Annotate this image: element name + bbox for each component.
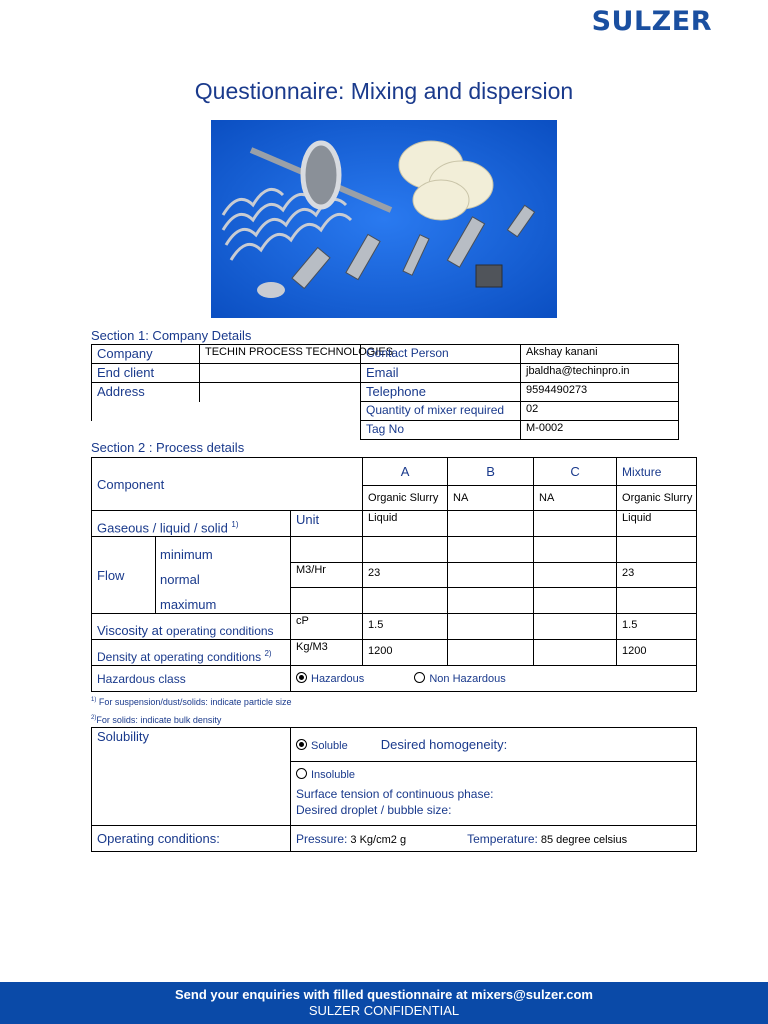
radio-checked-icon	[296, 739, 307, 750]
state-label: Gaseous / liquid / solid $^{1)}$	[92, 511, 291, 537]
unit-label: Unit	[291, 511, 363, 537]
radio-unchecked-icon	[414, 672, 425, 683]
radio-checked-icon	[296, 672, 307, 683]
operating-conditions-row	[291, 826, 697, 852]
flow-max-b[interactable]	[448, 588, 534, 614]
density-unit-field[interactable]: Kg/M3	[291, 640, 363, 666]
soluble-row	[291, 728, 697, 762]
flow-min-b[interactable]	[448, 537, 534, 563]
solubility-table	[91, 727, 697, 852]
column-mixture-header: Mixture	[617, 458, 697, 486]
component-b-field[interactable]: NA	[448, 486, 534, 511]
flow-maximum-label: maximum	[156, 588, 291, 614]
contact-person-field[interactable]: Akshay kanani	[521, 345, 679, 364]
radio-unchecked-icon	[296, 768, 307, 779]
telephone-label: Telephone	[361, 383, 521, 402]
state-mixture-field[interactable]: Liquid	[617, 511, 697, 537]
process-details-table	[91, 457, 697, 692]
density-label: Density at operating conditions $^{2)}$	[92, 640, 291, 666]
address-field[interactable]	[200, 383, 361, 402]
surface-tension-label: Surface tension of continuous phase:	[296, 787, 494, 801]
droplet-size-label: Desired droplet / bubble size:	[296, 803, 452, 817]
non-hazardous-radio[interactable]: Non Hazardous	[414, 673, 505, 685]
flow-label: Flow	[92, 537, 156, 614]
section2-title: Section 2 : Process details	[91, 440, 245, 455]
company-label: Company	[92, 345, 200, 364]
state-b-field[interactable]	[448, 511, 534, 537]
empty-cell	[200, 421, 361, 440]
address-continued-field	[200, 402, 361, 421]
soluble-radio[interactable]: Soluble	[296, 740, 348, 752]
hazardous-radio[interactable]: Hazardous	[296, 673, 364, 685]
hazard-options	[291, 666, 697, 692]
insoluble-radio[interactable]: Insoluble	[296, 768, 691, 781]
flow-min-a[interactable]	[363, 537, 448, 563]
viscosity-mixture[interactable]: 1.5	[617, 614, 697, 640]
state-a-field[interactable]: Liquid	[363, 511, 448, 537]
component-a-field[interactable]: Organic Slurry	[363, 486, 448, 511]
flow-normal-c[interactable]	[534, 563, 617, 588]
hazard-class-label: Hazardous class	[92, 666, 291, 692]
state-c-field[interactable]	[534, 511, 617, 537]
address-continued	[92, 402, 200, 421]
flow-min-c[interactable]	[534, 537, 617, 563]
flow-minimum-label: minimum	[156, 537, 291, 563]
viscosity-b[interactable]	[448, 614, 534, 640]
section1-title: Section 1: Company Details	[91, 328, 252, 343]
density-b[interactable]	[448, 640, 534, 666]
company-details-table	[91, 344, 679, 440]
viscosity-unit-field[interactable]: cP	[291, 614, 363, 640]
insoluble-row	[291, 762, 697, 826]
email-label: Email	[361, 364, 521, 383]
solubility-label: Solubility	[92, 728, 291, 826]
pressure-field[interactable]: 3 Kg/cm2 g	[350, 833, 407, 846]
quantity-field[interactable]: 02	[521, 402, 679, 421]
component-label: Component	[92, 458, 363, 511]
flow-normal-a[interactable]: 23	[363, 563, 448, 588]
flow-normal-label: normal	[156, 563, 291, 588]
flow-max-mixture[interactable]	[617, 588, 697, 614]
footnote-2: $^{2)}$For solids: indicate bulk density	[91, 715, 222, 725]
tag-no-field[interactable]: M-0002	[521, 421, 679, 440]
company-field[interactable]: TECHIN PROCESS TECHNOLOGIES	[200, 345, 361, 364]
column-c-header: C	[534, 458, 617, 486]
flow-min-unit[interactable]	[291, 537, 363, 563]
address-label: Address	[92, 383, 200, 402]
viscosity-c[interactable]	[534, 614, 617, 640]
empty-cell	[92, 421, 200, 440]
tag-no-label: Tag No	[361, 421, 521, 440]
footer-enquiry-text: Send your enquiries with filled questionnaire at mixers@sulzer.com	[175, 987, 593, 1002]
flow-max-a[interactable]	[363, 588, 448, 614]
email-field[interactable]: jbaldha@techinpro.in	[521, 364, 679, 383]
flow-max-unit[interactable]	[291, 588, 363, 614]
temperature-label: Temperature:	[467, 831, 538, 846]
end-client-field[interactable]	[200, 364, 361, 383]
viscosity-label: Viscosity at operating conditions	[92, 614, 291, 640]
density-a[interactable]: 1200	[363, 640, 448, 666]
sulzer-logo: SULZER	[591, 6, 712, 37]
telephone-field[interactable]: 9594490273	[521, 383, 679, 402]
component-c-field[interactable]: NA	[534, 486, 617, 511]
footnote-1: $^{1)}$ For suspension/dust/solids: indicate particle size	[91, 697, 292, 707]
quantity-label: Quantity of mixer required	[361, 402, 521, 421]
column-b-header: B	[448, 458, 534, 486]
column-a-header: A	[363, 458, 448, 486]
flow-normal-b[interactable]	[448, 563, 534, 588]
density-mixture[interactable]: 1200	[617, 640, 697, 666]
homogeneity-label: Desired homogeneity:	[380, 737, 508, 752]
component-mixture-field[interactable]: Organic Slurry	[617, 486, 697, 511]
flow-unit-field[interactable]: M3/Hr	[291, 563, 363, 588]
temperature-field[interactable]: 85 degree celsius	[540, 833, 628, 846]
flow-normal-mixture[interactable]: 23	[617, 563, 697, 588]
density-c[interactable]	[534, 640, 617, 666]
footer-bar	[0, 982, 768, 1024]
footer-confidential-text: SULZER CONFIDENTIAL	[308, 1003, 460, 1018]
mixer-product-photo	[211, 120, 557, 318]
contact-person-label: Contact Person	[361, 345, 521, 364]
viscosity-a[interactable]: 1.5	[363, 614, 448, 640]
flow-max-c[interactable]	[534, 588, 617, 614]
end-client-label: End client	[92, 364, 200, 383]
flow-min-mixture[interactable]	[617, 537, 697, 563]
pressure-label: Pressure:	[296, 831, 348, 846]
page-title: Questionnaire: Mixing and dispersion	[194, 78, 574, 104]
operating-conditions-label: Operating conditions:	[92, 826, 291, 852]
